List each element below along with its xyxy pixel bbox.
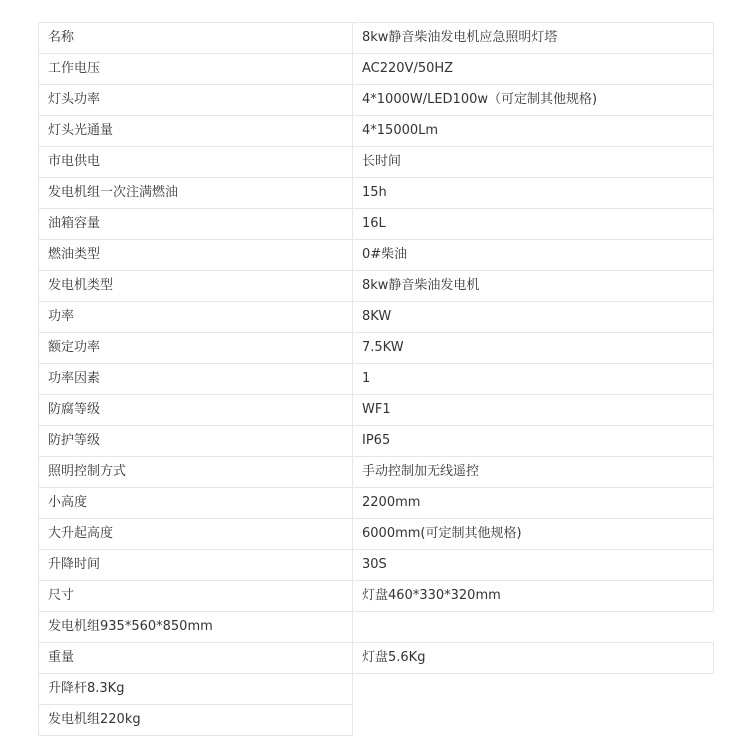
row-label: 灯头光通量 xyxy=(39,116,353,147)
row-value xyxy=(353,674,714,705)
table-row xyxy=(39,271,714,302)
row-value: 2200mm xyxy=(353,488,714,519)
row-label: 名称 xyxy=(39,23,353,54)
row-value: 4*15000Lm xyxy=(353,116,714,147)
row-label: 发电机组935*560*850mm xyxy=(39,612,353,643)
row-value: 30S xyxy=(353,550,714,581)
table-row xyxy=(39,488,714,519)
table-row xyxy=(39,23,714,54)
table-row xyxy=(39,612,714,643)
row-value xyxy=(353,705,714,736)
table-row xyxy=(39,302,714,333)
row-label: 灯头功率 xyxy=(39,85,353,116)
table-row xyxy=(39,178,714,209)
table-row xyxy=(39,333,714,364)
row-value: IP65 xyxy=(353,426,714,457)
row-label: 功率因素 xyxy=(39,364,353,395)
table-row xyxy=(39,674,714,705)
table-row xyxy=(39,705,714,736)
table-row xyxy=(39,457,714,488)
row-label: 重量 xyxy=(39,643,353,674)
row-label: 发电机类型 xyxy=(39,271,353,302)
row-value: 15h xyxy=(353,178,714,209)
row-label: 大升起高度 xyxy=(39,519,353,550)
row-value: 8kw静音柴油发电机 xyxy=(353,271,714,302)
row-label: 油箱容量 xyxy=(39,209,353,240)
row-label: 尺寸 xyxy=(39,581,353,612)
table-row xyxy=(39,519,714,550)
row-label: 市电供电 xyxy=(39,147,353,178)
row-value: 手动控制加无线遥控 xyxy=(353,457,714,488)
table-row xyxy=(39,395,714,426)
row-value: 6000mm(可定制其他规格) xyxy=(353,519,714,550)
row-label: 发电机组220kg xyxy=(39,705,353,736)
row-label: 额定功率 xyxy=(39,333,353,364)
row-value: 4*1000W/LED100w（可定制其他规格) xyxy=(353,85,714,116)
table-row xyxy=(39,209,714,240)
row-label: 照明控制方式 xyxy=(39,457,353,488)
row-label: 燃油类型 xyxy=(39,240,353,271)
table-row xyxy=(39,426,714,457)
table-row xyxy=(39,643,714,674)
row-value: 长时间 xyxy=(353,147,714,178)
table-row xyxy=(39,581,714,612)
row-value: WF1 xyxy=(353,395,714,426)
row-label: 小高度 xyxy=(39,488,353,519)
table-row xyxy=(39,116,714,147)
row-label: 升降杆8.3Kg xyxy=(39,674,353,705)
row-value: 灯盘460*330*320mm xyxy=(353,581,714,612)
row-label: 发电机组一次注满燃油 xyxy=(39,178,353,209)
row-value: 7.5KW xyxy=(353,333,714,364)
row-label: 防腐等级 xyxy=(39,395,353,426)
spec-table xyxy=(38,22,714,736)
row-label: 功率 xyxy=(39,302,353,333)
row-value: 8kw静音柴油发电机应急照明灯塔 xyxy=(353,23,714,54)
table-row xyxy=(39,54,714,85)
row-value xyxy=(353,612,714,643)
row-value: 8KW xyxy=(353,302,714,333)
table-row xyxy=(39,240,714,271)
row-value: AC220V/50HZ xyxy=(353,54,714,85)
row-label: 工作电压 xyxy=(39,54,353,85)
table-row xyxy=(39,147,714,178)
row-label: 防护等级 xyxy=(39,426,353,457)
table-row xyxy=(39,85,714,116)
row-value: 16L xyxy=(353,209,714,240)
row-value: 灯盘5.6Kg xyxy=(353,643,714,674)
row-value: 0#柴油 xyxy=(353,240,714,271)
row-value: 1 xyxy=(353,364,714,395)
table-row xyxy=(39,550,714,581)
row-label: 升降时间 xyxy=(39,550,353,581)
table-row xyxy=(39,364,714,395)
